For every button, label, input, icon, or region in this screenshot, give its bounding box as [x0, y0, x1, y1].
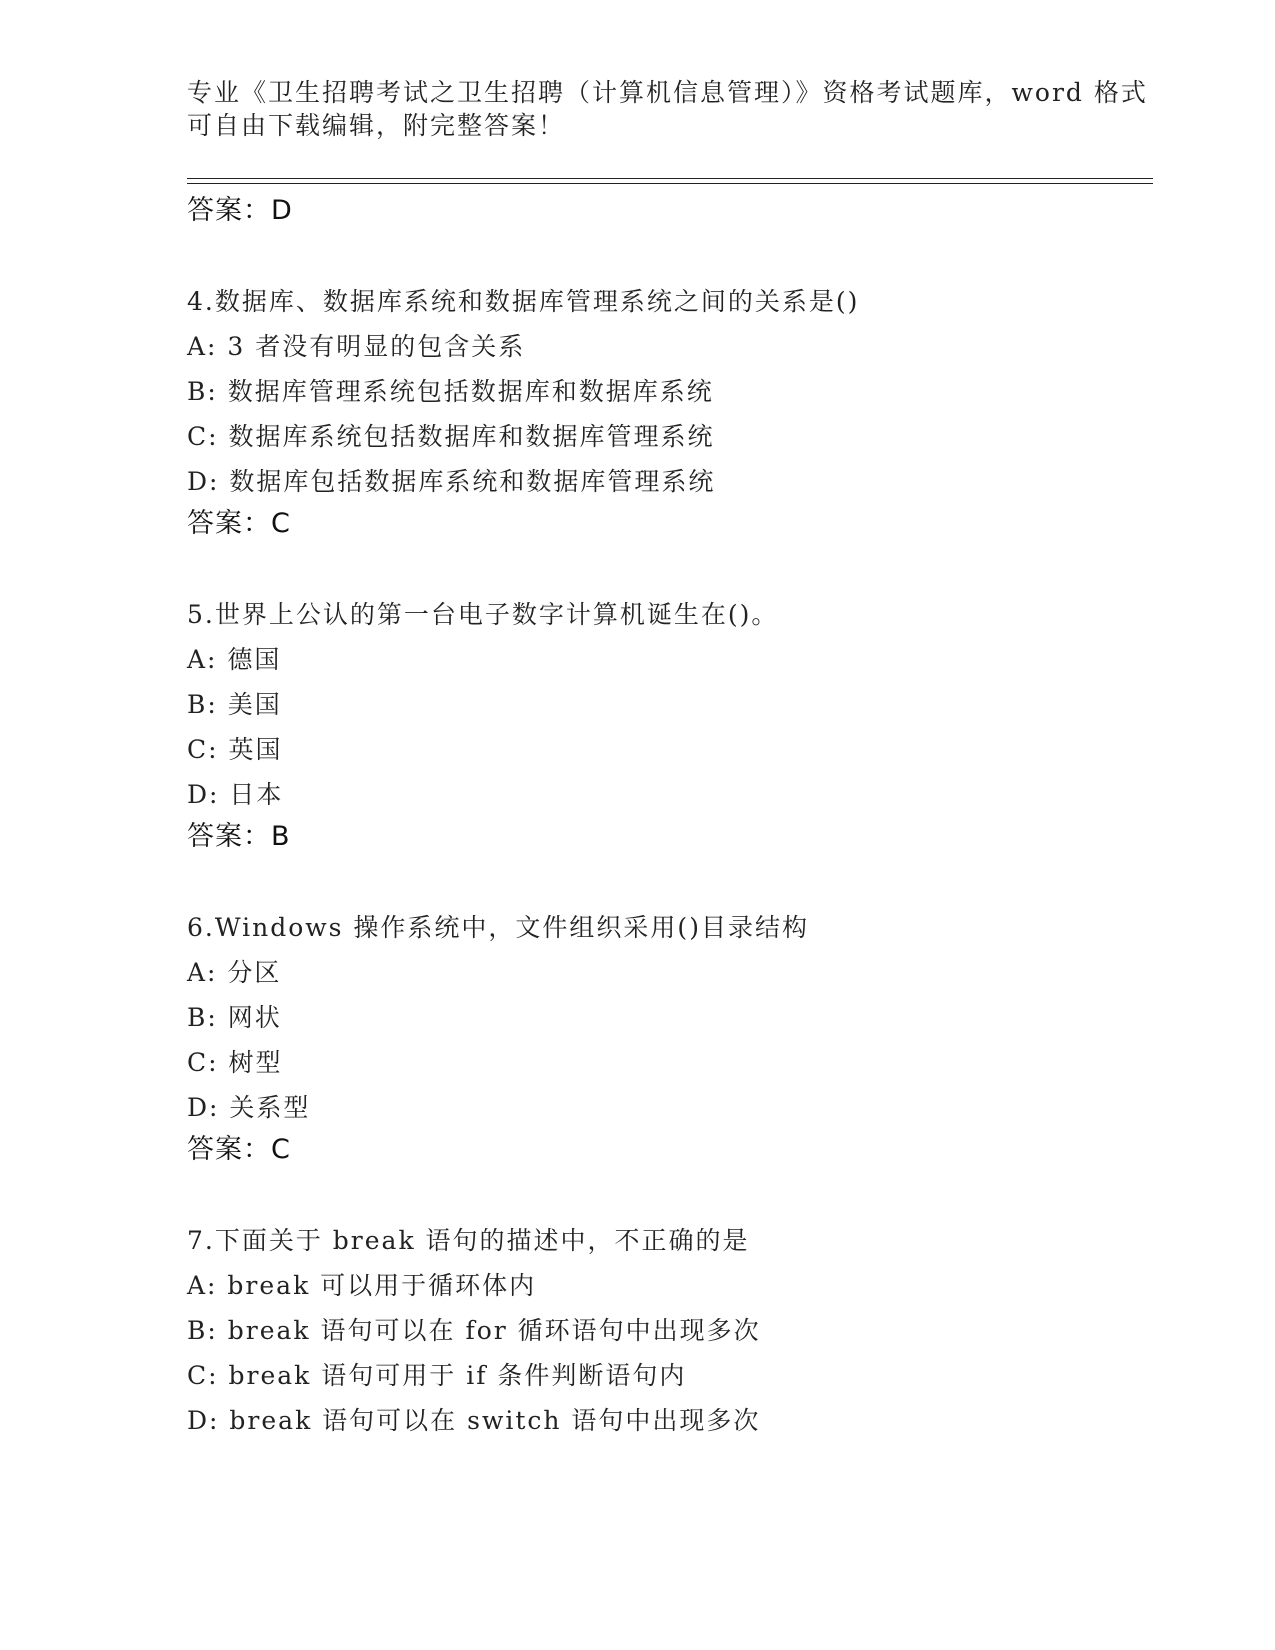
- spacer: [187, 1170, 1147, 1218]
- option-b: B: 美国: [187, 690, 282, 719]
- question-text: 5.世界上公认的第一台电子数字计算机诞生在()。: [187, 600, 779, 629]
- header-line-1: 专业《卫生招聘考试之卫生招聘（计算机信息管理）》资格考试题库，word 格式: [187, 78, 1148, 107]
- spacer: [187, 544, 1147, 592]
- option-c: C: 英国: [187, 735, 283, 764]
- question-text: 6.Windows 操作系统中，文件组织采用()目录结构: [187, 913, 809, 942]
- option-d: D: 日本: [187, 780, 284, 809]
- answer-line: 答案：B: [187, 821, 291, 852]
- spacer: [187, 857, 1147, 905]
- option-b: B: break 语句可以在 for 循环语句中出现多次: [187, 1316, 761, 1345]
- document-header: [187, 76, 1148, 142]
- spacer: [187, 231, 1147, 279]
- answer-line: 答案：C: [187, 1134, 291, 1165]
- option-b: B: 数据库管理系统包括数据库和数据库系统: [187, 377, 714, 406]
- option-a: A: 分区: [187, 958, 282, 987]
- option-d: D: 关系型: [187, 1093, 311, 1122]
- question-text: 4.数据库、数据库系统和数据库管理系统之间的关系是(): [187, 287, 860, 316]
- question-text: 7.下面关于 break 语句的描述中，不正确的是: [187, 1226, 750, 1255]
- header-divider-bottom: [187, 183, 1153, 184]
- header-divider-top: [187, 178, 1153, 179]
- option-d: D: break 语句可以在 switch 语句中出现多次: [187, 1406, 761, 1435]
- answer-line: 答案：D: [187, 195, 293, 226]
- option-c: C: 树型: [187, 1048, 283, 1077]
- option-c: C: 数据库系统包括数据库和数据库管理系统: [187, 422, 715, 451]
- header-line-2: 可自由下载编辑，附完整答案！: [187, 111, 566, 140]
- option-b: B: 网状: [187, 1003, 282, 1032]
- option-d: D: 数据库包括数据库系统和数据库管理系统: [187, 467, 716, 496]
- option-a: A: 3 者没有明显的包含关系: [187, 332, 526, 361]
- question-list: [187, 191, 1147, 1443]
- option-c: C: break 语句可用于 if 条件判断语句内: [187, 1361, 687, 1390]
- option-a: A: 德国: [187, 645, 282, 674]
- option-a: A: break 可以用于循环体内: [187, 1271, 537, 1300]
- answer-line: 答案：C: [187, 508, 291, 539]
